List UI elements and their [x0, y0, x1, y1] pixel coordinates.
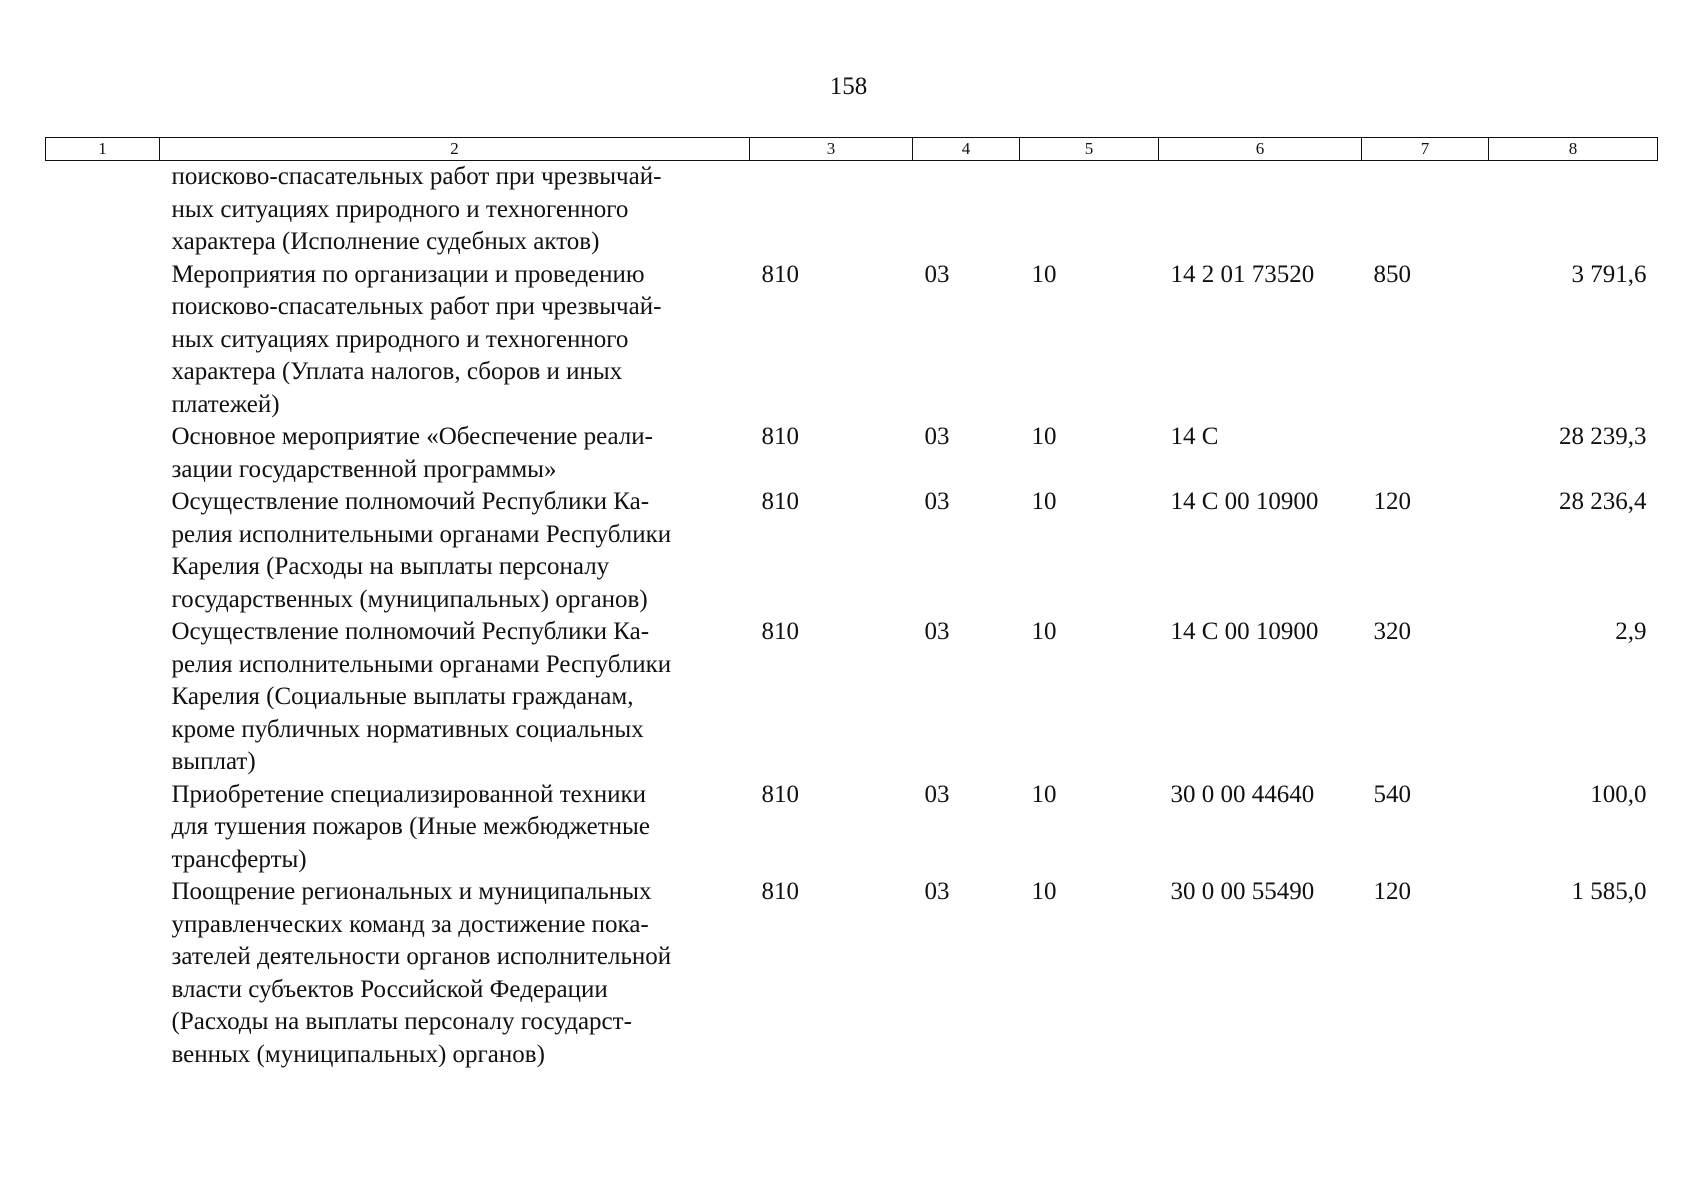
row-col7-cell [1362, 161, 1489, 259]
text-line: 14 С [1170, 423, 1219, 450]
text-line: 10 [1031, 260, 1057, 288]
text-line: 1 585,0 [1571, 878, 1647, 905]
table-row [46, 486, 1658, 616]
text-line: 03 [924, 423, 950, 450]
row-col6-cell [1159, 779, 1362, 877]
row-col1-cell [46, 259, 160, 422]
text-line: 850 [1373, 260, 1411, 288]
row-col7-cell [1362, 616, 1489, 779]
column-header: 1 [46, 138, 160, 161]
row-amount [1489, 421, 1658, 486]
table-row [46, 616, 1658, 779]
text-line: 3 791,6 [1571, 260, 1647, 288]
row-col1-cell [46, 486, 160, 616]
text-line: 10 [1031, 488, 1057, 515]
text-line: ных ситуациях природного и техногенного [171, 325, 629, 353]
text-line: 540 [1373, 780, 1411, 808]
text-line: власти субъектов Российской Федерации [171, 975, 608, 1003]
row-amount [1489, 161, 1658, 259]
text-line: 03 [924, 260, 950, 288]
text-line: выплат) [171, 748, 256, 775]
text-line: 810 [761, 488, 799, 515]
row-col3-cell [750, 876, 913, 1071]
text-line: 120 [1373, 878, 1411, 905]
text-line: Карелия (Расходы на выплаты персоналу [171, 553, 610, 580]
text-line: 2,9 [1615, 618, 1647, 645]
table-row [46, 779, 1658, 877]
row-col6-cell [1159, 161, 1362, 259]
text-line: зателей деятельности органов исполнительной [171, 943, 672, 970]
row-col6-cell [1159, 259, 1362, 422]
row-col5-cell [1020, 779, 1159, 877]
row-col3-cell [750, 779, 913, 877]
text-line: 30 0 00 44640 [1170, 780, 1315, 808]
text-line: 810 [761, 423, 799, 450]
text-line: 810 [761, 878, 799, 905]
budget-table [45, 137, 1658, 1071]
row-col1-cell [46, 779, 160, 877]
row-description [160, 486, 750, 616]
row-col6-cell [1159, 876, 1362, 1071]
text-line: венных (муниципальных) органов) [171, 1040, 545, 1068]
row-amount [1489, 876, 1658, 1071]
text-line: трансферты) [171, 845, 307, 873]
text-line: характера (Уплата налогов, сборов и иных [171, 358, 623, 385]
row-col7-cell [1362, 779, 1489, 877]
text-line: 810 [761, 780, 799, 808]
text-line: 810 [761, 618, 799, 645]
row-col6-cell [1159, 616, 1362, 779]
text-line: Мероприятия по организации и проведению [171, 260, 645, 288]
row-col3-cell [750, 161, 913, 259]
row-col5-cell [1020, 421, 1159, 486]
text-line: государственных (муниципальных) органов) [171, 585, 648, 613]
header-row [46, 138, 1658, 161]
row-col3-cell [750, 486, 913, 616]
text-line: 10 [1031, 780, 1057, 808]
text-line: зации государственной программы» [171, 455, 557, 483]
row-col1-cell [46, 616, 160, 779]
row-col1-cell [46, 876, 160, 1071]
row-col1-cell [46, 161, 160, 259]
column-header: 4 [913, 138, 1020, 161]
text-line: Осуществление полномочий Республики Ка- [171, 618, 650, 645]
text-line: 320 [1373, 618, 1411, 645]
text-line: платежей) [171, 390, 280, 418]
column-header: 8 [1489, 138, 1658, 161]
row-col7-cell [1362, 876, 1489, 1071]
row-col7-cell [1362, 259, 1489, 422]
row-col5-cell [1020, 876, 1159, 1071]
text-line: 03 [924, 878, 950, 905]
row-col3-cell [750, 421, 913, 486]
row-description [160, 779, 750, 877]
row-description [160, 876, 750, 1071]
row-amount [1489, 616, 1658, 779]
text-line: 120 [1373, 488, 1411, 515]
row-col3-cell [750, 259, 913, 422]
row-col4-cell [913, 616, 1020, 779]
text-line: характера (Исполнение судебных актов) [171, 228, 600, 255]
text-line: 10 [1031, 878, 1057, 905]
row-col4-cell [913, 161, 1020, 259]
text-line: для тушения пожаров (Иные межбюджетные [171, 813, 650, 840]
text-line: поисково-спасательных работ при чрезвычай- [171, 293, 662, 320]
text-line: ных ситуациях природного и техногенного [171, 195, 629, 223]
text-line: 30 0 00 55490 [1170, 878, 1315, 905]
text-line: 03 [924, 618, 950, 645]
text-line: Основное мероприятие «Обеспечение реали- [171, 423, 653, 450]
row-amount [1489, 779, 1658, 877]
row-col5-cell [1020, 161, 1159, 259]
text-line: 03 [924, 488, 950, 515]
table-row [46, 259, 1658, 422]
text-line: релия исполнительными органами Республики [171, 520, 672, 548]
row-description [160, 421, 750, 486]
row-col4-cell [913, 876, 1020, 1071]
text-line: 100,0 [1590, 780, 1647, 808]
table-row [46, 876, 1658, 1071]
row-description [160, 616, 750, 779]
column-header: 5 [1020, 138, 1159, 161]
table-row [46, 161, 1658, 259]
column-header: 2 [160, 138, 750, 161]
column-header: 3 [750, 138, 913, 161]
table-row [46, 421, 1658, 486]
text-line: релия исполнительными органами Республики [171, 650, 672, 678]
text-line: 14 С 00 10900 [1170, 618, 1319, 645]
column-header: 7 [1362, 138, 1489, 161]
text-line: 28 239,3 [1559, 423, 1647, 450]
page-number: 158 [829, 73, 868, 100]
text-line: Поощрение региональных и муниципальных [171, 878, 652, 905]
row-amount [1489, 259, 1658, 422]
row-col5-cell [1020, 259, 1159, 422]
text-line: 10 [1031, 423, 1057, 450]
text-line: Осуществление полномочий Республики Ка- [171, 488, 650, 515]
row-col5-cell [1020, 616, 1159, 779]
text-line: поисково-спасательных работ при чрезвычай- [171, 163, 662, 190]
row-col3-cell [750, 616, 913, 779]
row-col6-cell [1159, 421, 1362, 486]
row-col7-cell [1362, 486, 1489, 616]
column-header: 6 [1159, 138, 1362, 161]
row-col7-cell [1362, 421, 1489, 486]
row-col1-cell [46, 421, 160, 486]
text-line: Карелия (Социальные выплаты гражданам, [171, 683, 634, 710]
row-col5-cell [1020, 486, 1159, 616]
row-description [160, 259, 750, 422]
row-col4-cell [913, 421, 1020, 486]
text-line: (Расходы на выплаты персоналу государст- [171, 1008, 632, 1035]
text-line: Приобретение специализированной техники [171, 780, 647, 808]
row-amount [1489, 486, 1658, 616]
text-line: кроме публичных нормативных социальных [171, 715, 644, 743]
text-line: 28 236,4 [1559, 488, 1647, 515]
row-col4-cell [913, 779, 1020, 877]
text-line: 14 С 00 10900 [1170, 488, 1319, 515]
text-line: 10 [1031, 618, 1057, 645]
table-body [46, 161, 1658, 1072]
row-description [160, 161, 750, 259]
row-col4-cell [913, 486, 1020, 616]
text-line: управленческих команд за достижение пока- [171, 910, 649, 938]
text-line: 14 2 01 73520 [1170, 260, 1315, 288]
text-line: 810 [761, 260, 799, 288]
text-line: 03 [924, 780, 950, 808]
row-col6-cell [1159, 486, 1362, 616]
row-col4-cell [913, 259, 1020, 422]
